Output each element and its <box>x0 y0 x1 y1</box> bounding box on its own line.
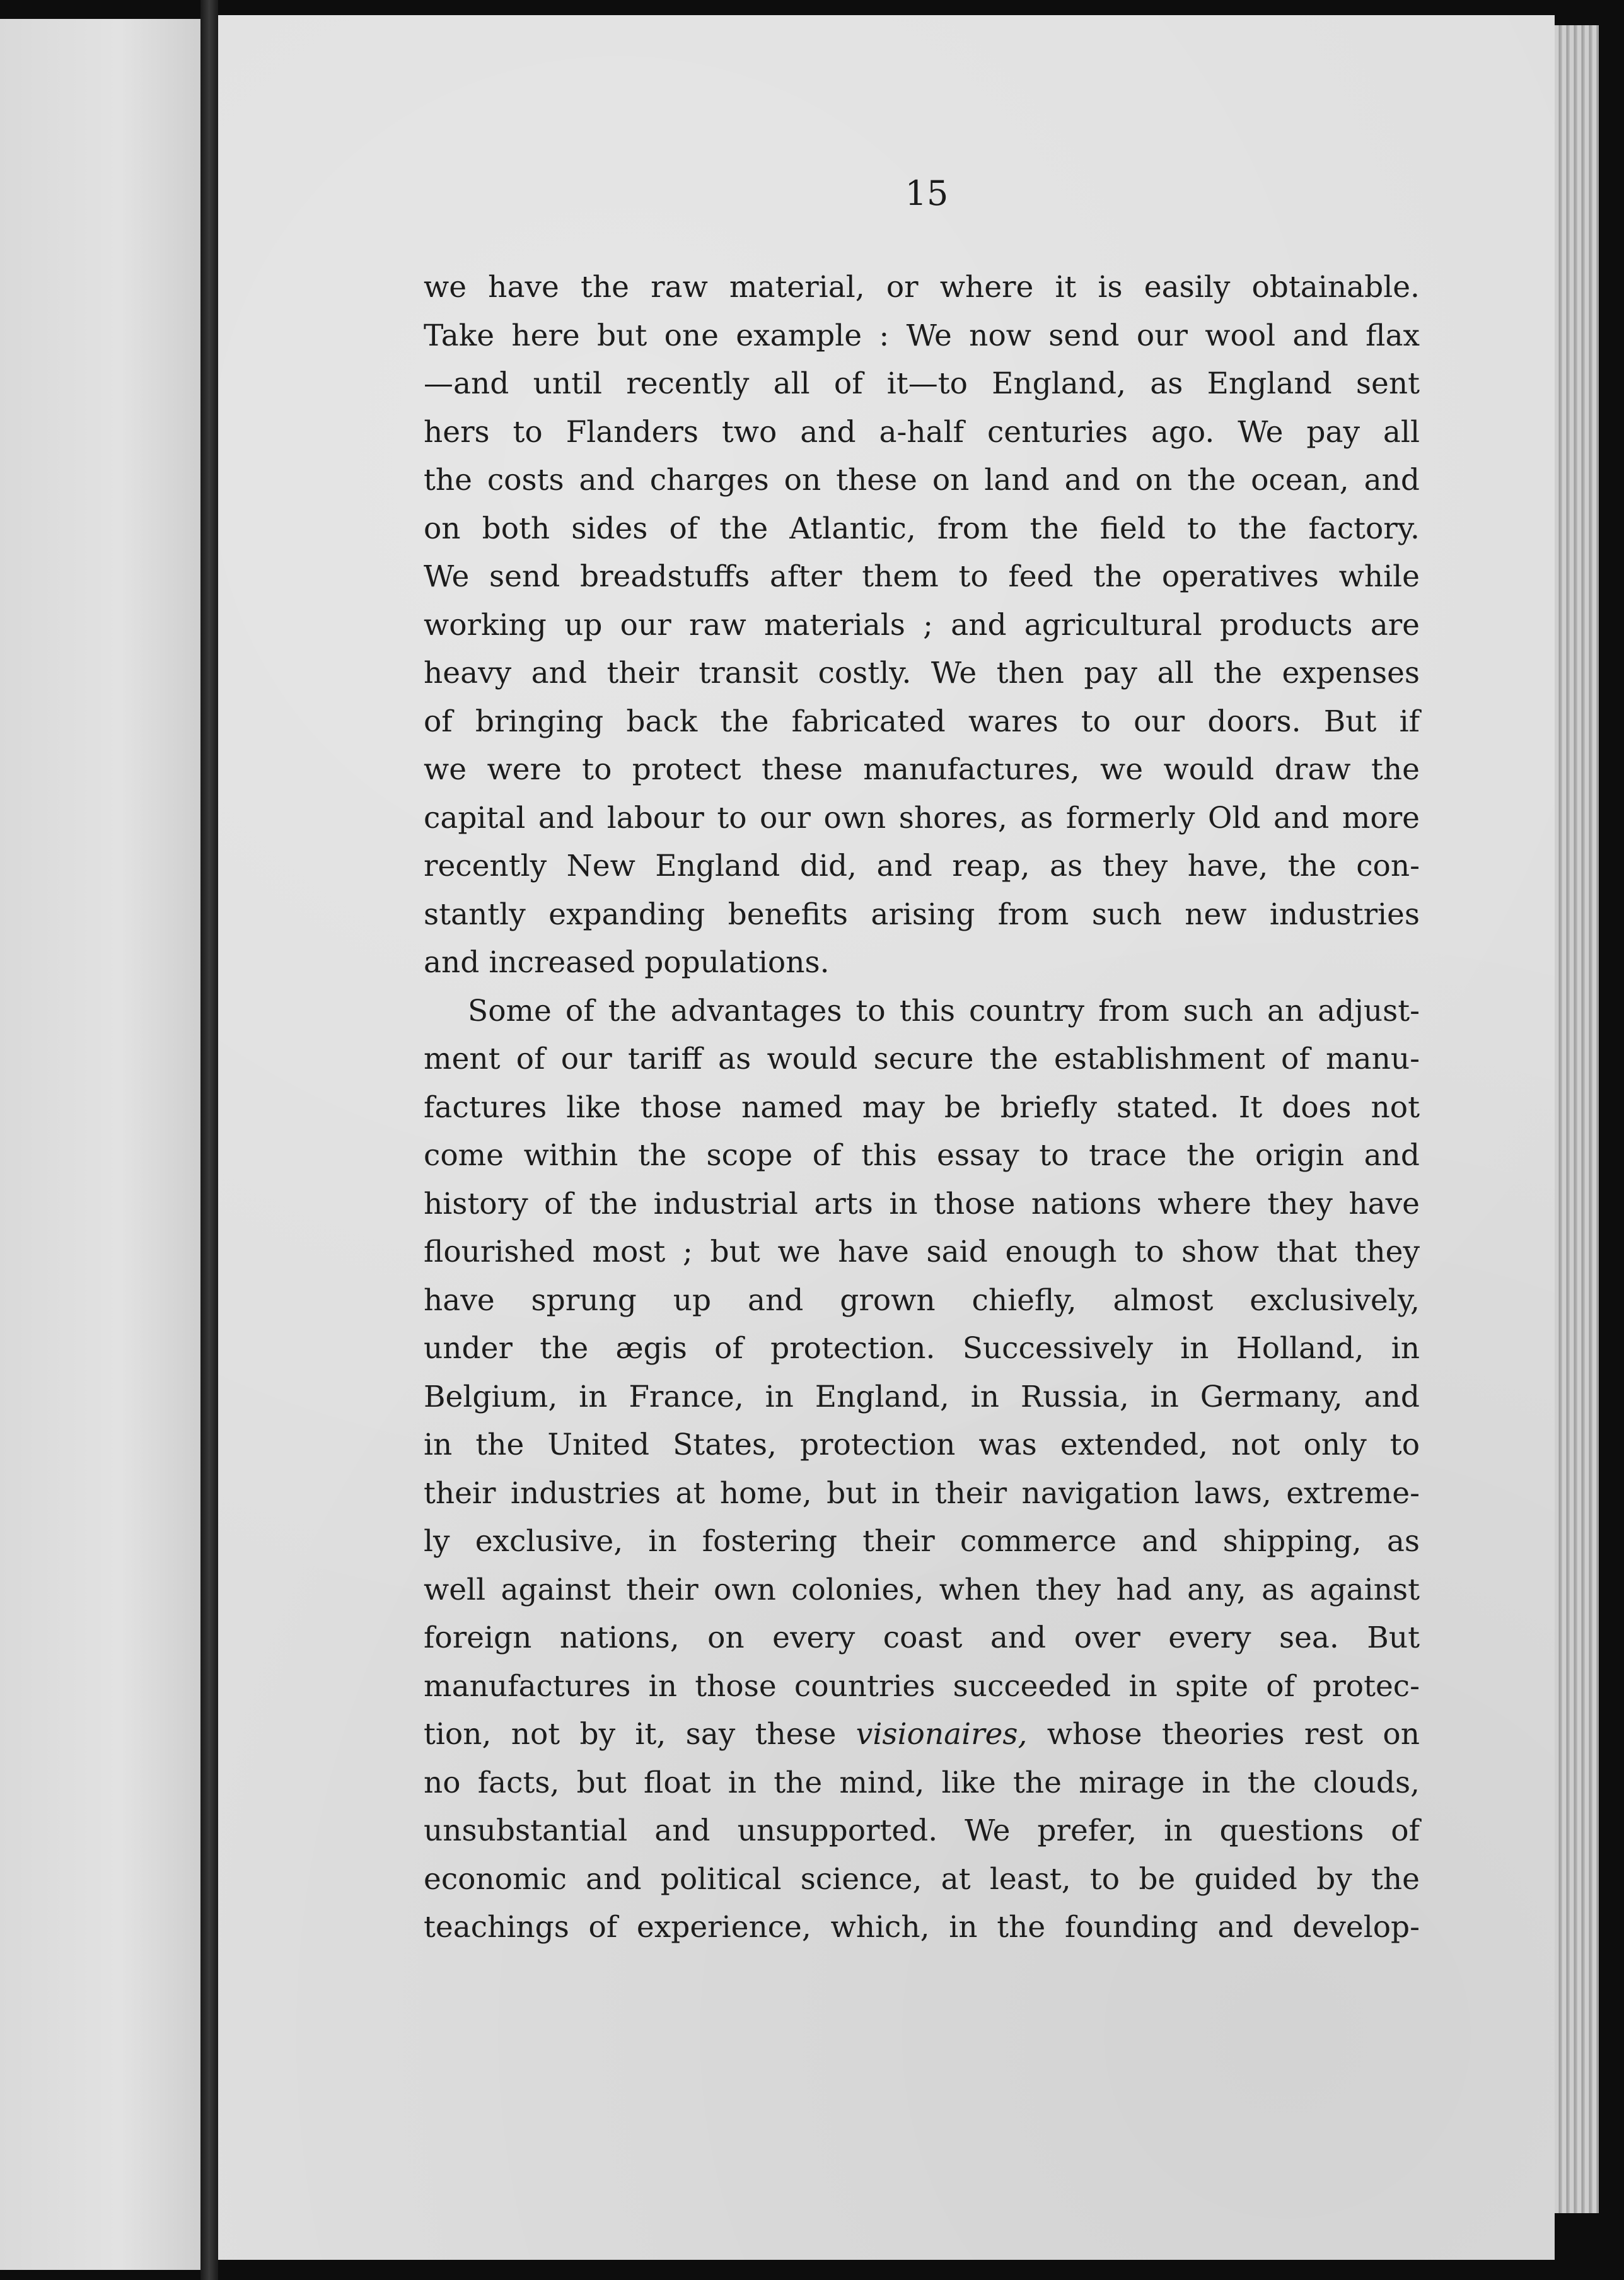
text-line: the costs and charges on these on land and on the ocean, and <box>424 463 1420 497</box>
text-line: come within the scope of this essay to trace the origin and <box>424 1138 1420 1173</box>
page-number: 15 <box>905 173 949 213</box>
text-segment: whose theories rest on <box>1027 1717 1420 1752</box>
paragraph-end-line: and increased populations. <box>424 945 830 980</box>
text-line: teachings of experience, which, in the founding and develop- <box>424 1910 1420 1945</box>
text-line: hers to Flanders two and a-half centuries ago. We pay all <box>424 414 1420 450</box>
text-line: Belgium, in France, in England, in Russia, in Germany, and <box>424 1379 1420 1414</box>
text-line: flourished most ; but we have said enough to show that they <box>424 1235 1420 1269</box>
text-segment: tion, not by it, say these <box>424 1717 856 1752</box>
italic-word: visionaires, <box>856 1717 1028 1752</box>
text-line: no facts, but float in the mind, like the mirage in the clouds, <box>424 1765 1420 1800</box>
text-line: Take here but one example : We now send our wool and flax <box>424 318 1420 353</box>
text-line: have sprung up and grown chiefly, almost exclusively, <box>424 1282 1420 1318</box>
text-line: economic and political science, at least, to be guided by the <box>424 1861 1420 1897</box>
left-page-edge <box>0 19 200 2270</box>
text-line-with-italic <box>424 1711 1420 1759</box>
text-line: manufactures in those countries succeeded in spite of protec- <box>424 1668 1420 1704</box>
text-line: factures like those named may be briefly stated. It does not <box>424 1090 1420 1125</box>
text-line: ment of our tariff as would secure the establishment of manu- <box>424 1042 1420 1076</box>
text-line: of bringing back the fabricated wares to our doors. But if <box>424 704 1420 739</box>
text-line: we were to protect these manufactures, we would draw the <box>424 752 1420 787</box>
text-line: foreign nations, on every coast and over every sea. But <box>424 1620 1420 1655</box>
page-stack-edges <box>1555 25 1599 2213</box>
text-line: their industries at home, but in their navigation laws, extreme- <box>424 1475 1420 1511</box>
text-line: working up our raw materials ; and agricultural products are <box>424 607 1420 643</box>
text-line: We send breadstuffs after them to feed the operatives while <box>424 559 1420 594</box>
text-line: recently New England did, and reap, as they have, the con- <box>424 849 1420 883</box>
text-line: heavy and their transit costly. We then pay all the expenses <box>424 656 1420 690</box>
text-line: capital and labour to our own shores, as formerly Old and more <box>424 800 1420 835</box>
text-line: in the United States, protection was extended, not only to <box>424 1428 1420 1462</box>
text-line: ly exclusive, in fostering their commerce and shipping, as <box>424 1524 1420 1559</box>
text-line: —and until recently all of it—to England, as England sent <box>424 366 1420 401</box>
text-line: on both sides of the Atlantic, from the field to the factory. <box>424 511 1420 546</box>
text-line: history of the industrial arts in those nations where they have <box>424 1186 1420 1221</box>
text-line: we have the raw material, or where it is easily obtainable. <box>424 270 1420 305</box>
body-text <box>424 264 1420 1952</box>
text-line: stantly expanding benefits arising from such new industries <box>424 897 1420 932</box>
text-line: well against their own colonies, when they had any, as against <box>424 1572 1420 1607</box>
book-gutter <box>200 0 218 2280</box>
text-line: under the ægis of protection. Successively in Holland, in <box>424 1331 1420 1366</box>
text-line: unsubstantial and unsupported. We prefer, in questions of <box>424 1813 1420 1848</box>
paragraph-start-line: Some of the advantages to this country from such an adjust- <box>468 993 1420 1028</box>
